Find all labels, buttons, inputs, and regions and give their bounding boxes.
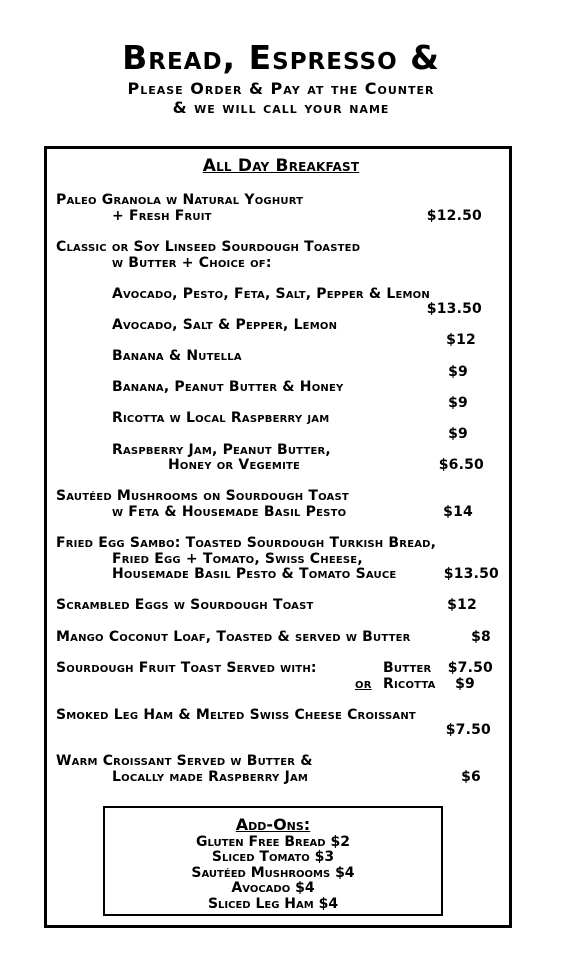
addon-item: Avocado $4 xyxy=(231,880,315,896)
addons-title: Add-Ons: xyxy=(235,815,311,834)
call-name-instruction: & we will call your name xyxy=(172,98,390,117)
item-egg-sambo-name: Fried Egg Sambo: Toasted Sourdough Turkish Bread, xyxy=(56,535,437,551)
item-fruit-toast-price2: $9 xyxy=(455,676,475,692)
item-fruit-toast-price1: $7.50 xyxy=(447,660,493,676)
item-fruit-toast-opt2: Ricotta xyxy=(383,676,436,692)
item-warm-croissant-price: $6 xyxy=(461,769,481,785)
addon-item: Gluten Free Bread $2 xyxy=(196,834,350,850)
item-ricotta-price: $9 xyxy=(448,426,468,442)
item-granola-name: Paleo Granola w Natural Yoghurt xyxy=(56,192,304,208)
item-banana-pb-price: $9 xyxy=(448,395,468,411)
item-toast-name: Classic or Soy Linseed Sourdough Toasted xyxy=(56,239,361,255)
item-mango-name: Mango Coconut Loaf, Toasted & served w Butter xyxy=(56,629,411,645)
item-avo-pesto-name: Avocado, Pesto, Feta, Salt, Pepper & Lemon xyxy=(112,286,430,302)
item-mushrooms-name2: w Feta & Housemade Basil Pesto xyxy=(112,504,347,520)
item-banana-pb-name: Banana, Peanut Butter & Honey xyxy=(112,379,344,395)
item-rasp-jam-name2: Honey or Vegemite xyxy=(168,457,301,473)
item-mango-price: $8 xyxy=(471,629,491,645)
order-instruction: Please Order & Pay at the Counter xyxy=(127,79,435,98)
item-granola-price: $12.50 xyxy=(426,208,482,224)
item-avo-salt-name: Avocado, Salt & Pepper, Lemon xyxy=(112,317,338,333)
item-egg-sambo-price: $13.50 xyxy=(443,566,499,582)
section-title: All Day Breakfast xyxy=(202,156,360,176)
item-egg-sambo-name2: Fried Egg + Tomato, Swiss Cheese, xyxy=(112,551,363,567)
item-rasp-jam-price: $6.50 xyxy=(438,457,484,473)
addon-item: Sliced Leg Ham $4 xyxy=(207,896,339,912)
page-title: Bread, Espresso & xyxy=(122,38,440,77)
item-avo-pesto-price: $13.50 xyxy=(426,301,482,317)
item-fruit-toast-name: Sourdough Fruit Toast Served with: xyxy=(56,660,317,676)
item-scrambled-name: Scrambled Eggs w Sourdough Toast xyxy=(56,597,314,613)
item-granola-name2: + Fresh Fruit xyxy=(112,208,212,224)
item-egg-sambo-name3: Housemade Basil Pesto & Tomato Sauce xyxy=(112,566,397,582)
item-banana-nutella-name: Banana & Nutella xyxy=(112,348,242,364)
item-rasp-jam-name: Raspberry Jam, Peanut Butter, xyxy=(112,442,331,458)
item-avo-salt-price: $12 xyxy=(446,332,476,348)
item-fruit-toast-opt1: Butter xyxy=(383,660,432,676)
item-ricotta-name: Ricotta w Local Raspberry jam xyxy=(112,410,330,426)
item-mushrooms-name: Sautéed Mushrooms on Sourdough Toast xyxy=(56,488,349,504)
item-warm-croissant-name: Warm Croissant Served w Butter & xyxy=(56,753,313,769)
item-toast-name2: w Butter + Choice of: xyxy=(112,255,272,271)
item-warm-croissant-name2: Locally made Raspberry Jam xyxy=(112,769,309,785)
item-scrambled-price: $12 xyxy=(447,597,477,613)
item-ham-croissant-name: Smoked Leg Ham & Melted Swiss Cheese Croissant xyxy=(56,707,416,723)
item-mushrooms-price: $14 xyxy=(443,504,473,520)
item-ham-croissant-price: $7.50 xyxy=(445,722,491,738)
item-banana-nutella-price: $9 xyxy=(448,364,468,380)
addon-item: Sliced Tomato $3 xyxy=(211,849,335,865)
item-fruit-toast-or: or xyxy=(355,676,372,692)
addon-item: Sautéed Mushrooms $4 xyxy=(191,865,355,881)
